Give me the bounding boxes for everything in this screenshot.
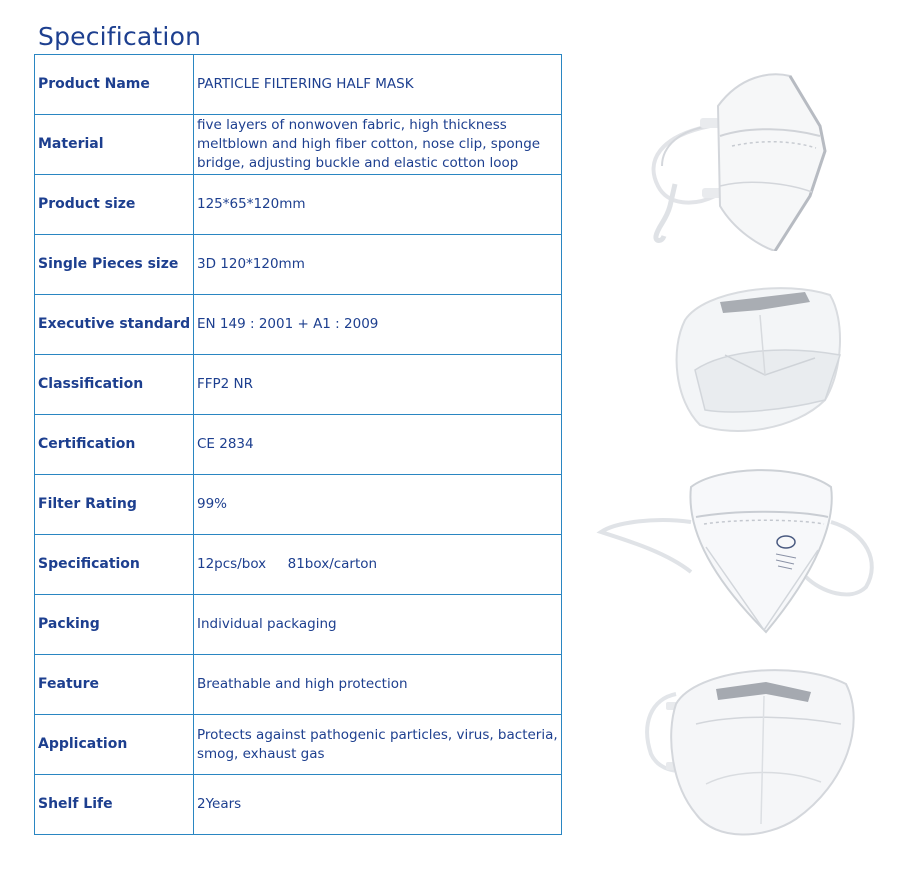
row-value: PARTICLE FILTERING HALF MASK: [194, 55, 562, 115]
row-value: EN 149 : 2001 + A1 : 2009: [194, 295, 562, 355]
row-value: CE 2834: [194, 415, 562, 475]
row-label: Product size: [35, 175, 194, 235]
table-row: [35, 175, 562, 235]
row-label: Filter Rating: [35, 475, 194, 535]
row-label: Classification: [35, 355, 194, 415]
table-row: [35, 55, 562, 115]
page-title: Specification: [38, 22, 202, 51]
row-label: Specification: [35, 535, 194, 595]
row-value: Breathable and high protection: [194, 655, 562, 715]
row-label: Packing: [35, 595, 194, 655]
table-row: [35, 295, 562, 355]
table-row: [35, 715, 562, 775]
table-row: [35, 535, 562, 595]
mask-side-view-image: [640, 66, 830, 251]
row-label: Product Name: [35, 55, 194, 115]
row-label: Certification: [35, 415, 194, 475]
table-row: [35, 775, 562, 835]
row-label: Material: [35, 115, 194, 175]
row-value: 3D 120*120mm: [194, 235, 562, 295]
row-value: 125*65*120mm: [194, 175, 562, 235]
table-row: [35, 415, 562, 475]
row-label: Single Pieces size: [35, 235, 194, 295]
mask-back-view-image: [636, 664, 861, 844]
mask-front-view-image: [596, 462, 881, 637]
row-value: 12pcs/box 81box/carton: [194, 535, 562, 595]
table-row: [35, 235, 562, 295]
row-label: Feature: [35, 655, 194, 715]
row-value: five layers of nonwoven fabric, high thickness meltblown and high fiber cotton, nose clip, sponge bridge, adjusting buckle and elastic cotton loop: [194, 115, 562, 175]
row-value: 2Years: [194, 775, 562, 835]
row-label: Shelf Life: [35, 775, 194, 835]
row-value: 99%: [194, 475, 562, 535]
row-label: Executive standard: [35, 295, 194, 355]
table-row: [35, 595, 562, 655]
table-row: [35, 355, 562, 415]
specification-table: [34, 54, 562, 835]
row-value: FFP2 NR: [194, 355, 562, 415]
table-row: [35, 115, 562, 175]
row-value: Individual packaging: [194, 595, 562, 655]
mask-inside-view-image: [665, 280, 850, 440]
table-row: [35, 655, 562, 715]
table-row: [35, 475, 562, 535]
row-value: Protects against pathogenic particles, virus, bacteria, smog, exhaust gas: [194, 715, 562, 775]
row-label: Application: [35, 715, 194, 775]
